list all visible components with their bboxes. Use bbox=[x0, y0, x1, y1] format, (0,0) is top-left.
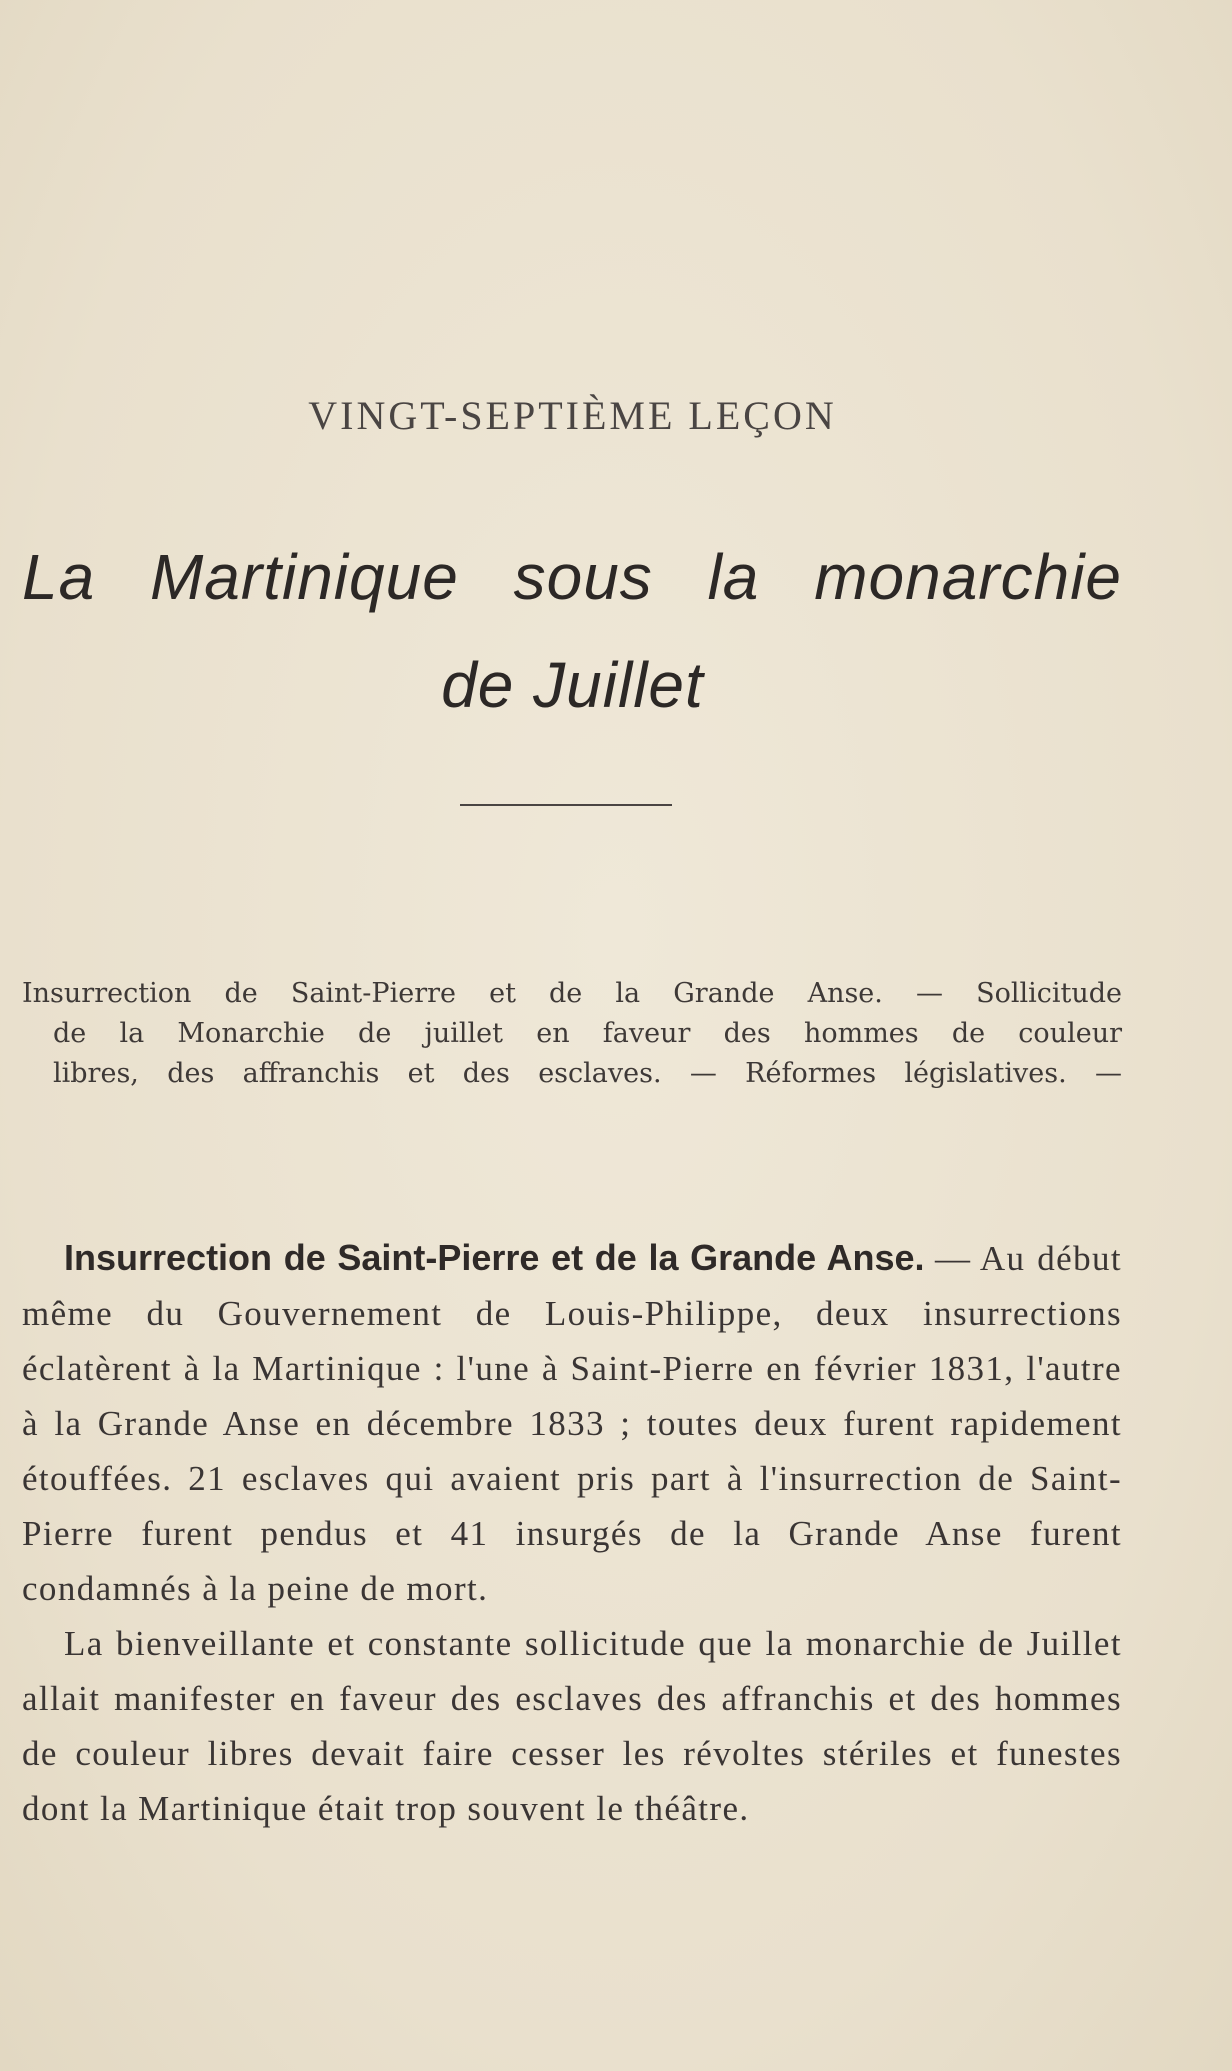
summary-line-2: de la Monarchie de juillet en faveur des hommes de couleur bbox=[53, 1018, 1122, 1049]
body-text bbox=[22, 1230, 1122, 1836]
title-divider bbox=[460, 804, 672, 806]
summary-line-1: Insurrection de Saint-Pierre et de la Grande Anse. — Sollicitude bbox=[22, 978, 1122, 1009]
paragraph-1 bbox=[22, 1230, 1122, 1616]
paragraph-2-text: La bienveillante et constante sollicitude que la monarchie de Juillet allait manifester en faveur des esclaves des affranchis et des hommes de couleur libres devait faire cesser les révoltes stériles et funestes dont la Martinique était trop souvent le théâtre. bbox=[22, 1624, 1122, 1828]
chapter-summary bbox=[22, 974, 1122, 1094]
paragraph-2 bbox=[22, 1616, 1122, 1836]
chapter-heading: VINGT-SEPTIÈME LEÇON bbox=[308, 393, 837, 438]
section-title: Insurrection de Saint-Pierre et de la Grande Anse. bbox=[64, 1237, 925, 1278]
chapter-title-line-1: La Martinique sous la monarchie bbox=[22, 541, 1122, 613]
paragraph-1-text: Au début même du Gouvernement de Louis-Philippe, deux insurrections éclatèrent à la Martinique : l'une à Saint-Pierre en février 1831, l'autre à la Grande Anse en décembre 1833 ; toutes deux furent rapidement étouffées. 21 esclaves qui avaient pris part à l'insurrection de Saint-Pierre furent pendus et 41 insurgés de la Grande Anse furent condamnés à la peine de mort. bbox=[22, 1239, 1123, 1608]
section-title-dash: — bbox=[924, 1239, 970, 1278]
summary-line-3: libres, des affranchis et des esclaves. — Réformes législatives. — bbox=[53, 1058, 1122, 1089]
chapter-title-line-2: de Juillet bbox=[441, 649, 704, 721]
